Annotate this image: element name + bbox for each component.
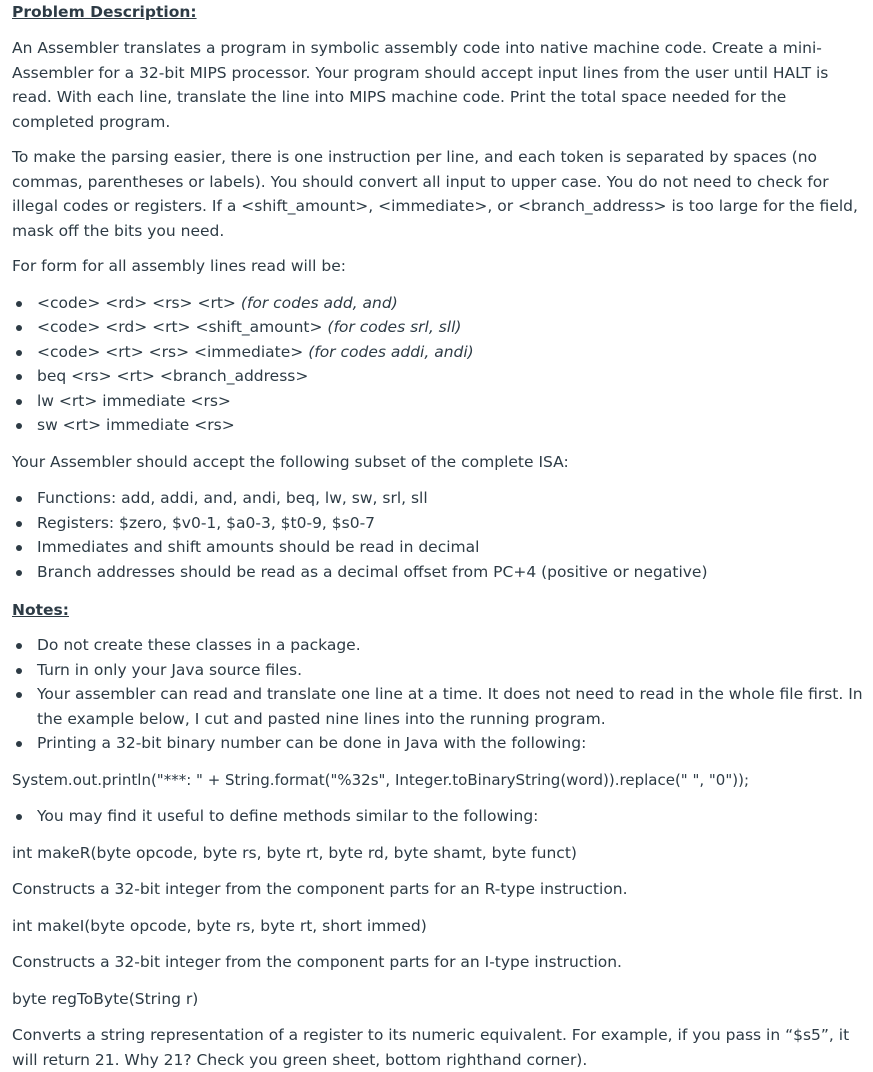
notes-list <box>12 633 865 756</box>
form-syntax: <code> <rt> <rs> <immediate> <box>37 342 309 361</box>
list-item: You may find it useful to define methods similar to the following: <box>12 804 865 829</box>
form-syntax: <code> <rd> <rs> <rt> <box>37 293 241 312</box>
list-item: Functions: add, addi, and, andi, beq, lw, sw, srl, sll <box>12 486 865 511</box>
form-list <box>12 291 865 438</box>
form-note: (for codes add, and) <box>240 293 398 312</box>
regToByte-signature: byte regToByte(String r) <box>12 989 199 1008</box>
list-item <box>12 389 865 414</box>
list-item: Your assembler can read and translate one line at a time. It does not need to read in the whole file first. In the example below, I cut and pasted nine lines into the running program. <box>12 682 865 731</box>
list-item: Turn in only your Java source files. <box>12 658 865 683</box>
list-item <box>12 315 865 340</box>
makeI-description: Constructs a 32-bit integer from the component parts for an I-type instruction. <box>12 953 622 971</box>
form-syntax: lw <rt> immediate <rs> <box>37 391 231 410</box>
list-item <box>12 413 865 438</box>
list-item: Branch addresses should be read as a decimal offset from PC+4 (positive or negative) <box>12 560 865 585</box>
makeI-signature: int makeI(byte opcode, byte rs, byte rt, short immed) <box>12 916 427 935</box>
form-syntax: <code> <rd> <rt> <shift_amount> <box>37 318 328 336</box>
makeR-description: Constructs a 32-bit integer from the component parts for an R-type instruction. <box>12 880 628 898</box>
intro-paragraph: An Assembler translates a program in symbolic assembly code into native machine code. Create a mini-Assembler for a 32-bit MIPS processor. Your program should accept input lines from the user until HALT is read. With each line, translate the line into MIPS machine code. Print the total space needed for the completed program. <box>12 39 829 131</box>
println-code-line: System.out.println("***: " + String.format("%32s", Integer.toBinaryString(word)).replace(" ", "0")); <box>12 770 749 789</box>
isa-intro-text: Your Assembler should accept the following subset of the complete ISA: <box>12 452 569 471</box>
form-intro-text: For form for all assembly lines read will be: <box>12 257 346 275</box>
list-item <box>12 340 865 365</box>
methods-note-list <box>12 804 865 829</box>
parsing-paragraph: To make the parsing easier, there is one instruction per line, and each token is separated by spaces (no commas, parentheses or labels). You should convert all input to upper case. You do not need to check for illegal codes or registers. If a <shift_amount>, <immediate>, or <branch_address> is too large for the field, mask off the bits you need. <box>12 148 858 240</box>
list-item: Printing a 32-bit binary number can be done in Java with the following: <box>12 731 865 756</box>
problem-description-heading: Problem Description: <box>12 3 197 21</box>
list-item: Immediates and shift amounts should be read in decimal <box>12 535 865 560</box>
list-item <box>12 291 865 316</box>
makeR-signature: int makeR(byte opcode, byte rs, byte rt, byte rd, byte shamt, byte funct) <box>12 843 577 862</box>
notes-heading: Notes: <box>12 601 69 619</box>
form-note: (for codes srl, sll) <box>327 318 462 336</box>
list-item <box>12 364 865 389</box>
list-item: Registers: $zero, $v0-1, $a0-3, $t0-9, $s0-7 <box>12 511 865 536</box>
form-syntax: beq <rs> <rt> <branch_address> <box>37 367 309 385</box>
form-note: (for codes addi, andi) <box>308 342 474 361</box>
isa-list <box>12 486 865 584</box>
form-syntax: sw <rt> immediate <rs> <box>37 416 235 434</box>
list-item: Do not create these classes in a package. <box>12 633 865 658</box>
regToByte-description: Converts a string representation of a register to its numeric equivalent. For example, if you pass in “$s5”, it will return 21. Why 21? Check you green sheet, bottom righthand corner). <box>12 1026 850 1069</box>
